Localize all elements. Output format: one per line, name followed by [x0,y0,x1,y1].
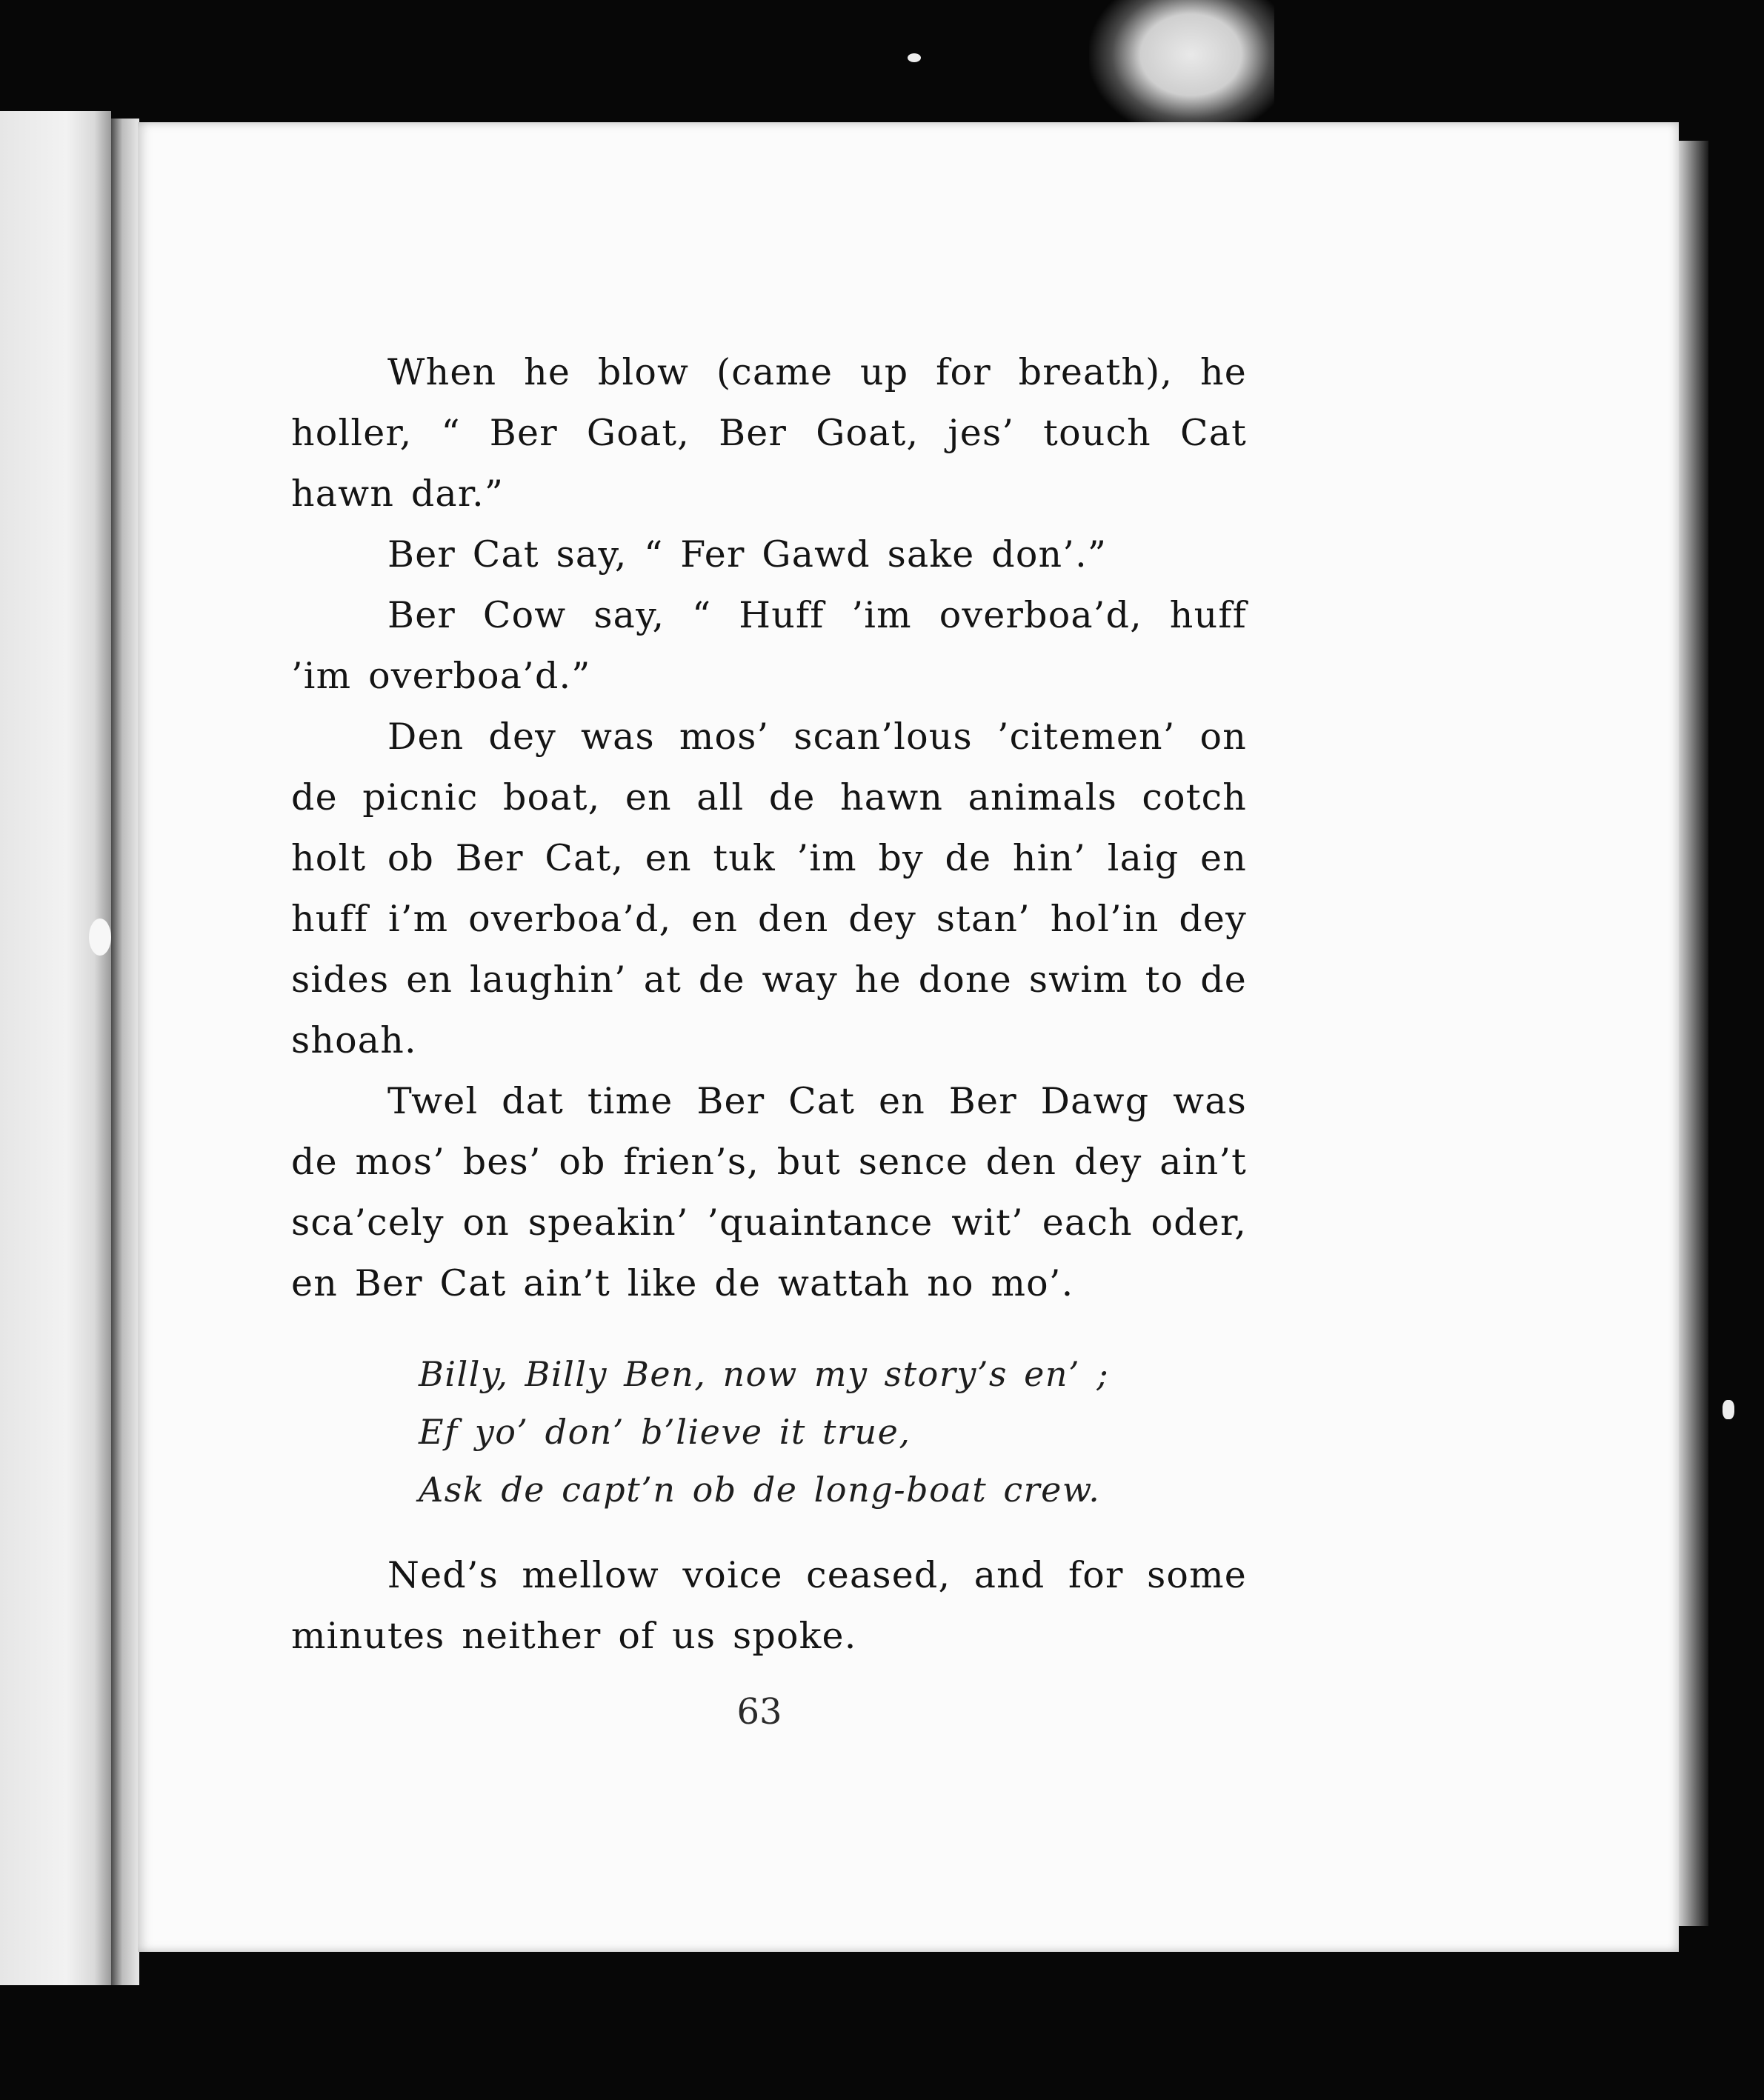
paragraph: Ber Cow say, “ Huff ’im overboa’d, huff ’im overboa’d.” [291,594,1247,697]
previous-page-edge [0,111,111,1985]
verse-line: Ef yo’ don’ b’lieve it true, [419,1412,911,1452]
book-gutter [111,119,139,1985]
verse [419,1345,1247,1519]
paragraph: Twel dat time Ber Cat en Ber Dawg was de mos’ bes’ ob frien’s, but sence den dey ain’t sca’cely on speakin’ ’quaintance wit’ each oder, en Ber Cat ain’t like de wattah no mo’. [291,1080,1247,1304]
scan-stain [1089,0,1274,137]
page-edge-shadow [1679,141,1708,1926]
paragraph: When he blow (came up for breath), he holler, “ Ber Goat, Ber Goat, jes’ touch Cat hawn dar.” [291,351,1247,515]
closing-paragraph: Ned’s mellow voice ceased, and for some minutes neither of us spoke. [291,1554,1247,1657]
scan-speck [1723,1400,1734,1419]
page-number: 63 [736,1691,782,1733]
scan-speck [908,53,921,62]
paragraph: Ber Cat say, “ Fer Gawd sake don’.” [387,533,1108,576]
verse-line: Billy, Billy Ben, now my story’s en’ ; [419,1354,1110,1394]
paragraph: Den dey was mos’ scan’lous ’citemen’ on de picnic boat, en all de hawn animals cotch holt ob Ber Cat, en tuk ’im by de hin’ laig en huff i’m overboa’d, en den dey stan’ hol’in dey sides en laughin’ at de way he done swim to de shoah. [291,716,1247,1061]
page-text [291,342,1247,1667]
scan-speck [89,919,111,956]
verse-line: Ask de capt’n ob de long-boat crew. [419,1470,1101,1510]
